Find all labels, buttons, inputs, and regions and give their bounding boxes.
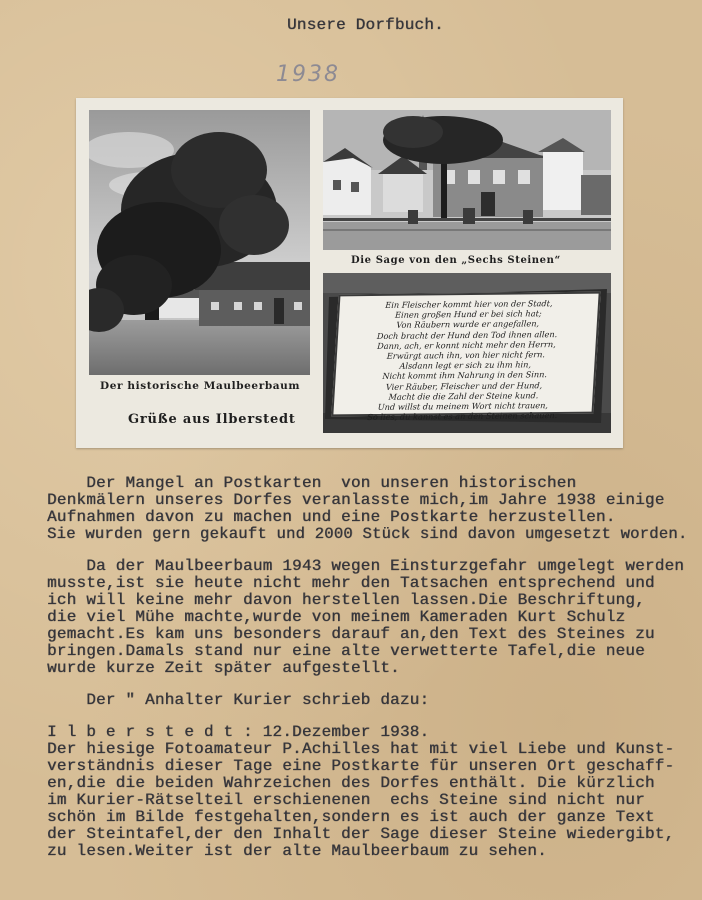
postcard	[76, 98, 623, 448]
text-line: musste,ist sie heute nicht mehr den Tatsachen entsprechend und	[47, 574, 655, 592]
text-line: Aufnahmen davon zu machen und eine Postkarte herzustellen.	[47, 508, 616, 526]
plaque-line: Ein Fleischer kommt hier von der Stadt,	[385, 298, 553, 310]
plaque-line: Dann, ach, er konnt nicht mehr den Herrn,	[376, 338, 557, 351]
tree-caption: Der historische Maulbeerbaum	[100, 380, 301, 392]
text-line: schön im Bilde festgehalten,sondern es ist auch der ganze Text	[47, 808, 655, 826]
plaque-line: Alsdann legt er sich zu ihm hin,	[399, 359, 532, 371]
plaque-line: Erwürgt auch ihn, von hier nicht fern.	[386, 349, 546, 361]
plaque-line: Von Räubern wurde er angefallen,	[396, 318, 540, 331]
text-line: gemacht.Es kam uns besonders darauf an,den Text des Steines zu	[47, 625, 655, 643]
plaque-line: Doch bracht der Hund den Tod ihnen allen.	[376, 328, 558, 341]
stone-plaque-text	[331, 292, 600, 423]
text-line: en,die die beiden Wahrzeichen des Dorfes enthält. Die kürzlich	[47, 774, 655, 792]
text-line: ich will keine mehr davon herstellen lassen.Die Beschriftung,	[47, 591, 645, 609]
text-line: zu lesen.Weiter ist der alte Maulbeerbaum zu sehen.	[47, 842, 547, 860]
plaque-line: Nicht kommt ihm Nahrung in den Sinn.	[382, 369, 548, 382]
greeting-caption: Grüße aus Ilberstedt	[128, 412, 296, 427]
text-line: Sie wurden gern gekauft und 2000 Stück sind davon umgesetzt worden.	[47, 525, 688, 543]
text-line: die viel Mühe machte,wurde von meinem Kameraden Kurt Schulz	[47, 608, 626, 626]
text-line: verständnis dieser Tage eine Postkarte für unseren Ort geschaff-	[47, 757, 675, 775]
plaque-line: Vier Räuber, Fleischer und der Hund,	[385, 379, 543, 392]
text-line: Der hiesige Fotoamateur P.Achilles hat mit viel Liebe und Kunst-	[47, 740, 675, 758]
text-line: Da der Maulbeerbaum 1943 wegen Einsturzgefahr umgelegt werden	[47, 557, 685, 575]
text-line: wurde kurze Zeit später aufgestellt.	[47, 659, 400, 677]
plaque-line: So lies, du kannst es an den Steinen schauen.	[366, 410, 558, 423]
handwritten-year: 1938	[276, 62, 340, 87]
plaque-line: Und willst du meinem Wort nicht trauen,	[377, 400, 549, 412]
page-title: Unsere Dorfbuch.	[287, 16, 444, 34]
text-line: bringen.Damals stand nur eine alte verwetterte Tafel,die neue	[47, 642, 645, 660]
plaque-line: Macht die die Zahl der Steine kund.	[388, 390, 539, 402]
text-line: im Kurier-Rätselteil erschienenen echs Steine sind nicht nur	[47, 791, 645, 809]
plaque-line: Einen großen Hund er bei sich hat;	[394, 308, 542, 320]
text-line: Der " Anhalter Kurier schrieb dazu:	[47, 691, 430, 709]
text-line: Der Mangel an Postkarten von unseren historischen	[47, 474, 577, 492]
village-house-photo	[323, 110, 611, 250]
sage-caption: Die Sage von den „Sechs Steinen“	[351, 255, 561, 266]
text-line: der Steintafel,der den Inhalt der Sage dieser Steine wiedergibt,	[47, 825, 675, 843]
text-line: Denkmälern unseres Dorfes veranlasste mich,im Jahre 1938 einige	[47, 491, 665, 509]
mulberry-tree-photo	[89, 110, 310, 375]
text-line: I l b e r s t e d t : 12.Dezember 1938.	[47, 723, 430, 741]
